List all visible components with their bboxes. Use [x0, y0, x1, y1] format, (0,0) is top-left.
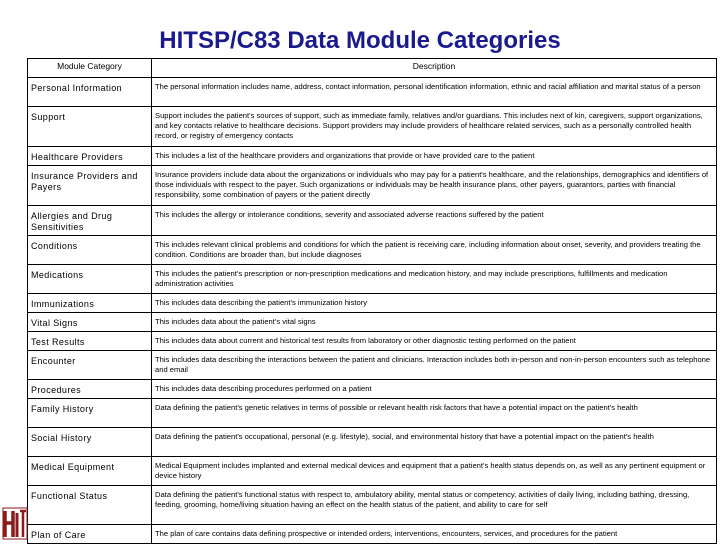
- row-category: Plan of Care: [28, 525, 152, 544]
- table-row: [28, 486, 717, 525]
- row-description: Insurance providers include data about the organizations or individuals who may pay for a patient's healthcare, and the relationships, demographics and identifiers of those individuals with respect to the payer. Such organizations or individuals may be health insurance plans, other payers, guarantors, parties with financial responsibility, some combination of payers or the patient directly: [152, 166, 717, 206]
- table-row: [28, 351, 717, 380]
- table-header-row: [28, 59, 717, 78]
- row-description: This includes data describing the patient's immunization history: [152, 294, 717, 313]
- table-row: [28, 206, 717, 236]
- page-title: HITSP/C83 Data Module Categories: [159, 27, 561, 54]
- row-description: This includes the patient's prescription or non-prescription medications and medication history, and may include prescriptions, fulfillments and medication administration activities: [152, 265, 717, 294]
- row-category: Healthcare Providers: [28, 147, 152, 166]
- row-category: Family History: [28, 399, 152, 428]
- row-category: Functional Status: [28, 486, 152, 525]
- row-category: Allergies and Drug Sensitivities: [28, 206, 152, 236]
- row-description: This includes data describing the interactions between the patient and clinicians. Interaction includes both in-person and non-in-person encounters such as telephone and email: [152, 351, 717, 380]
- table-row: [28, 265, 717, 294]
- row-category: Support: [28, 107, 152, 147]
- table-row: [28, 399, 717, 428]
- row-description: This includes relevant clinical problems and conditions for which the patient is receiving care, including information about onset, severity, and providers treating the condition. Conditions are broader than, but include diagnoses: [152, 236, 717, 265]
- row-category: Immunizations: [28, 294, 152, 313]
- table-row: [28, 380, 717, 399]
- table-row: [28, 166, 717, 206]
- row-category: Insurance Providers and Payers: [28, 166, 152, 206]
- row-description: The plan of care contains data defining prospective or intended orders, interventions, encounters, services, and procedures for the patient: [152, 525, 717, 544]
- row-description: Data defining the patient's occupational, personal (e.g. lifestyle), social, and environmental history that have a potential impact on the patient's health: [152, 428, 717, 457]
- row-description: This includes data describing procedures performed on a patient: [152, 380, 717, 399]
- table-row: [28, 294, 717, 313]
- row-description: Support includes the patient's sources of support, such as immediate family, relatives and/or guardians. This includes next of kin, caregivers, support organizations, and key contacts relative to healthcare decisions. Support providers may include providers of healthcare related services, such as a personally controlled health record, or registry of emergency contacts: [152, 107, 717, 147]
- row-description: Data defining the patient's functional status with respect to, ambulatory ability, mental status or competency, activities of daily living, including bathing, dressing, feeding, grooming, home/living situation having an effect on the health status of the patient, and ability to care for self: [152, 486, 717, 525]
- table-row: [28, 107, 717, 147]
- row-description: Medical Equipment includes implanted and external medical devices and equipment that a patient's health status depends on, as well as any pertinent equipment or device history: [152, 457, 717, 486]
- row-description: This includes data about current and historical test results from laboratory or other diagnostic testing performed on the patient: [152, 332, 717, 351]
- row-category: Social History: [28, 428, 152, 457]
- row-category: Vital Signs: [28, 313, 152, 332]
- header-module-category: Module Category: [28, 59, 152, 78]
- data-module-table: [27, 58, 717, 544]
- row-category: Medications: [28, 265, 152, 294]
- table-row: [28, 236, 717, 265]
- row-category: Personal Information: [28, 78, 152, 107]
- row-category: Procedures: [28, 380, 152, 399]
- table-row: [28, 428, 717, 457]
- row-category: Encounter: [28, 351, 152, 380]
- table-row: [28, 525, 717, 544]
- table-row: [28, 147, 717, 166]
- row-description: This includes data about the patient's vital signs: [152, 313, 717, 332]
- table-row: [28, 332, 717, 351]
- row-category: Conditions: [28, 236, 152, 265]
- row-description: This includes the allergy or intolerance conditions, severity and associated adverse reactions suffered by the patient: [152, 206, 717, 236]
- row-description: Data defining the patient's genetic relatives in terms of possible or relevant health risk factors that have a potential impact on the patient's health: [152, 399, 717, 428]
- row-category: Test Results: [28, 332, 152, 351]
- table-row: [28, 313, 717, 332]
- row-description: The personal information includes name, address, contact information, personal identification information, ethnic and racial affiliation and marital status of a person: [152, 78, 717, 107]
- table-row: [28, 78, 717, 107]
- row-description: This includes a list of the healthcare providers and organizations that provide or have provided care to the patient: [152, 147, 717, 166]
- header-description: Description: [152, 59, 717, 78]
- hitsp-logo-icon: [2, 505, 28, 540]
- table-row: [28, 457, 717, 486]
- row-category: Medical Equipment: [28, 457, 152, 486]
